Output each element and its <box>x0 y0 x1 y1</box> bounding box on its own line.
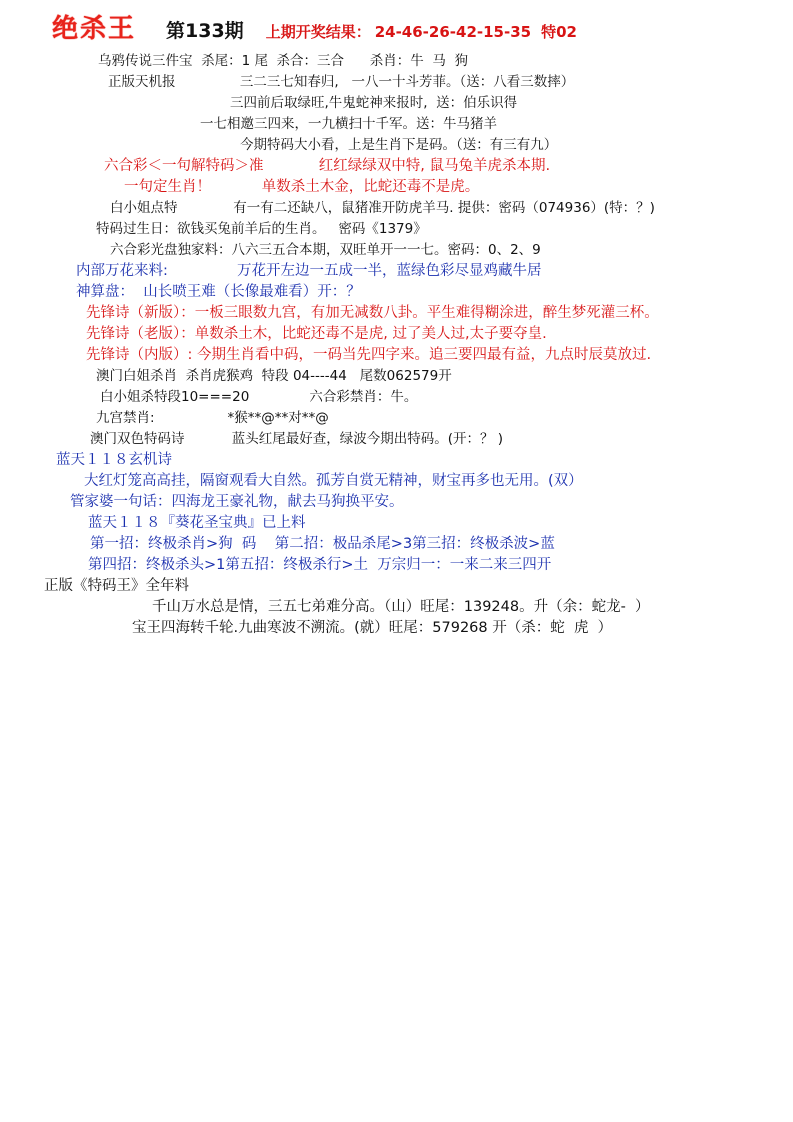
last-draw-label: 上期开奖结果： <box>265 23 371 41</box>
content-line: 三四前后取绿旺,牛鬼蛇神来报时, 送：伯乐识得 <box>230 95 518 111</box>
content-line: 宝王四海转千轮.九曲寒波不溯流。(就）旺尾：579268 开（杀：蛇 虎 ） <box>132 620 613 636</box>
content-lines <box>0 47 793 639</box>
issue-number: 第133期 <box>166 20 244 42</box>
content-line: 千山万水总是情，三五七弟难分高。（山）旺尾：139248。升（余：蛇龙- ） <box>152 599 650 615</box>
content-line: 先锋诗（新版）：一板三眼数九宫，有加无减数八卦。平生难得糊涂进，醉生梦死灌三杯。 <box>86 305 659 321</box>
content-line: 特码过生日：欲钱买兔前羊后的生肖。 密码《1379》 <box>96 221 427 237</box>
content-line: 内部万花来料: 万花开左边一五成一半，蓝绿色彩尽显鸡藏牛居 <box>76 263 542 279</box>
content-line: 乌鸦传说三件宝 杀尾：1 尾 杀合：三合 杀肖：牛 马 狗 <box>98 53 468 69</box>
content-line: 白小姐点特 有一有二还缺八，鼠猪准开防虎羊马. 提供：密码（074936）(特：？) <box>110 200 655 216</box>
content-line: 澳门双色特码诗 蓝头红尾最好查，绿波今期出特码。(开：？ ) <box>90 431 504 447</box>
content-line: 先锋诗（老版）：单数杀土木，比蛇还毒不是虎, 过了美人过,太子要夺皇. <box>86 326 547 342</box>
last-draw-numbers: 24-46-26-42-15-35 <box>374 23 532 41</box>
content-line: 大红灯笼高高挂，隔窗观看大自然。孤芳自赏无精神，财宝再多也无用。(双） <box>84 473 583 489</box>
content-line: 白小姐杀特段10===20 六合彩禁肖：牛。 <box>100 389 418 405</box>
last-draw-special: 特02 <box>541 23 577 41</box>
content-line: 正版《特码王》全年料 <box>44 578 189 594</box>
page-header <box>0 0 793 47</box>
content-line: 今期特码大小看，上是生肖下是码。（送：有三有九） <box>240 137 558 153</box>
content-line: 一句定生肖！ 单数杀土木金，比蛇还毒不是虎。 <box>124 179 480 195</box>
content-line: 管家婆一句话：四海龙王豪礼物，献去马狗换平安。 <box>70 494 404 510</box>
brand-title: 绝杀王 <box>52 14 137 44</box>
content-line: 九宫禁肖: *猴**@**对**@ <box>96 410 329 426</box>
content-line: 六合彩光盘独家料：八六三五合本期，双旺单开一一七。密码：0、2、9 <box>110 242 541 258</box>
content-line: 第四招：终极杀头>1第五招：终极杀行>土 万宗归一：一来二来三四开 <box>88 557 552 573</box>
content-line: 一七相邀三四来，一九横扫十千军。送：牛马猪羊 <box>200 116 497 132</box>
content-line: 蓝天１１８玄机诗 <box>56 452 172 468</box>
content-line: 澳门白姐杀肖 杀肖虎猴鸡 特段 04----44 尾数062579开 <box>96 368 452 384</box>
content-line: 第一招：终极杀肖>狗 码 第二招：极品杀尾>3第三招：终极杀波>蓝 <box>90 536 555 552</box>
content-line: 正版天机报 三二三七知春归, 一八一十斗芳菲。（送：八看三数摔） <box>108 74 575 90</box>
content-line: 蓝天１１８『葵花圣宝典』已上料 <box>88 515 306 531</box>
content-line: 六合彩＜一句解特码＞准 红红绿绿双中特, 鼠马兔羊虎杀本期. <box>104 158 551 174</box>
content-line: 神算盘： 山长喷王难（长像最难看）开：？ <box>76 284 361 300</box>
content-line: 先锋诗（内版）: 今期生肖看中码，一码当先四字来。追三要四最有益，九点时辰莫放过. <box>86 347 652 363</box>
